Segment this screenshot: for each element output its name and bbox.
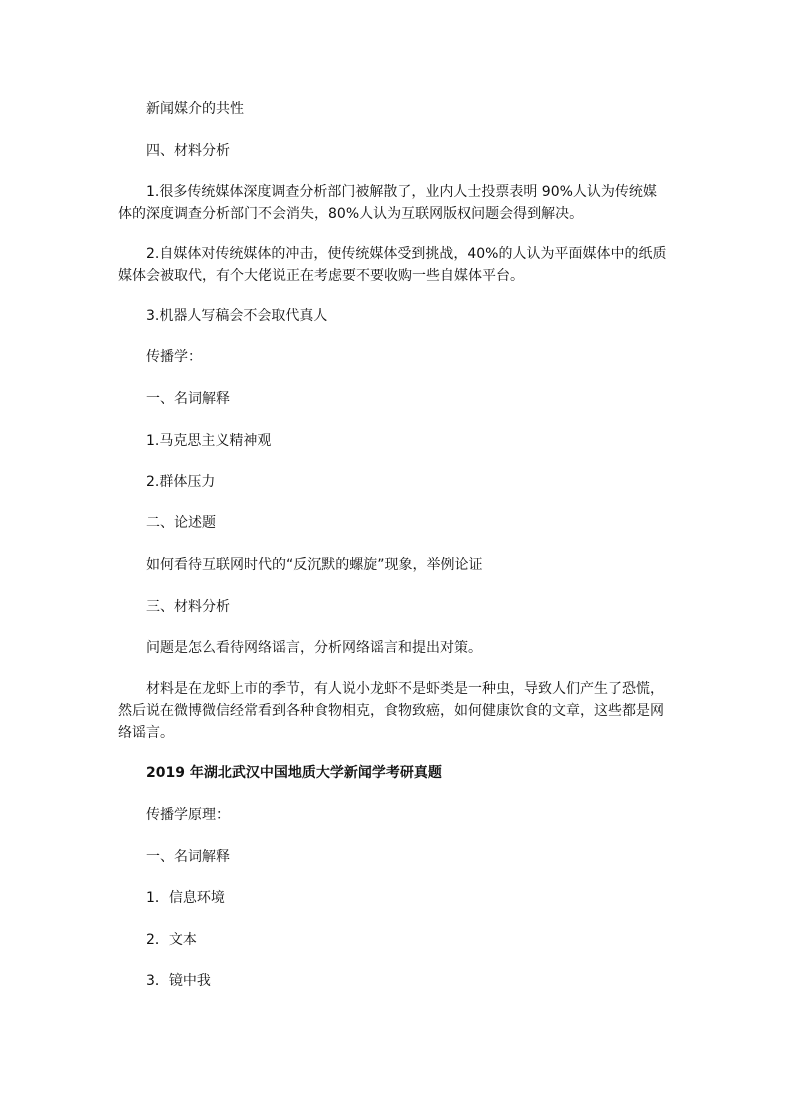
exam-title: 2019 年湖北武汉中国地质大学新闻学考研真题 [146,765,442,781]
subject-heading: 传播学： [146,349,202,365]
section-heading: 二、论述题 [146,515,216,531]
section-heading: 四、材料分析 [146,143,230,159]
material-item-2: 2.自媒体对传统媒体的冲击，使传统媒体受到挑战，40%的人认为平面媒体中的纸质媒体会被取代，有个大佬说正在考虑要不要收购一些自媒体平台。 [118,246,667,284]
list-item: 2.群体压力 [146,474,216,490]
list-item: 3．镜中我 [146,973,211,989]
subject-heading: 传播学原理： [146,807,230,823]
list-item: 1.马克思主义精神观 [146,433,272,449]
essay-question: 如何看待互联网时代的“反沉默的螺旋”现象，举例论证 [146,557,483,573]
section-heading: 三、材料分析 [146,599,230,615]
question-text: 问题是怎么看待网络谣言，分析网络谣言和提出对策。 [146,640,482,656]
list-item: 1．信息环境 [146,890,225,906]
paragraph-heading: 新闻媒介的共性 [146,101,244,117]
material-paragraph: 材料是在龙虾上市的季节，有人说小龙虾不是虾类是一种虫，导致人们产生了恐慌，然后说在微博微信经常看到各种食物相克，食物致癌，如何健康饮食的文章，这些都是网络谣言。 [118,681,664,741]
section-heading: 一、名词解释 [146,391,230,407]
section-heading: 一、名词解释 [146,849,230,865]
list-item: 2．文本 [146,932,197,948]
material-item-1: 1.很多传统媒体深度调查分析部门被解散了，业内人士投票表明 90%人认为传统媒体的深度调查分析部门不会消失，80%人认为互联网版权问题会得到解决。 [118,184,657,222]
material-item-3: 3.机器人写稿会不会取代真人 [146,308,328,324]
